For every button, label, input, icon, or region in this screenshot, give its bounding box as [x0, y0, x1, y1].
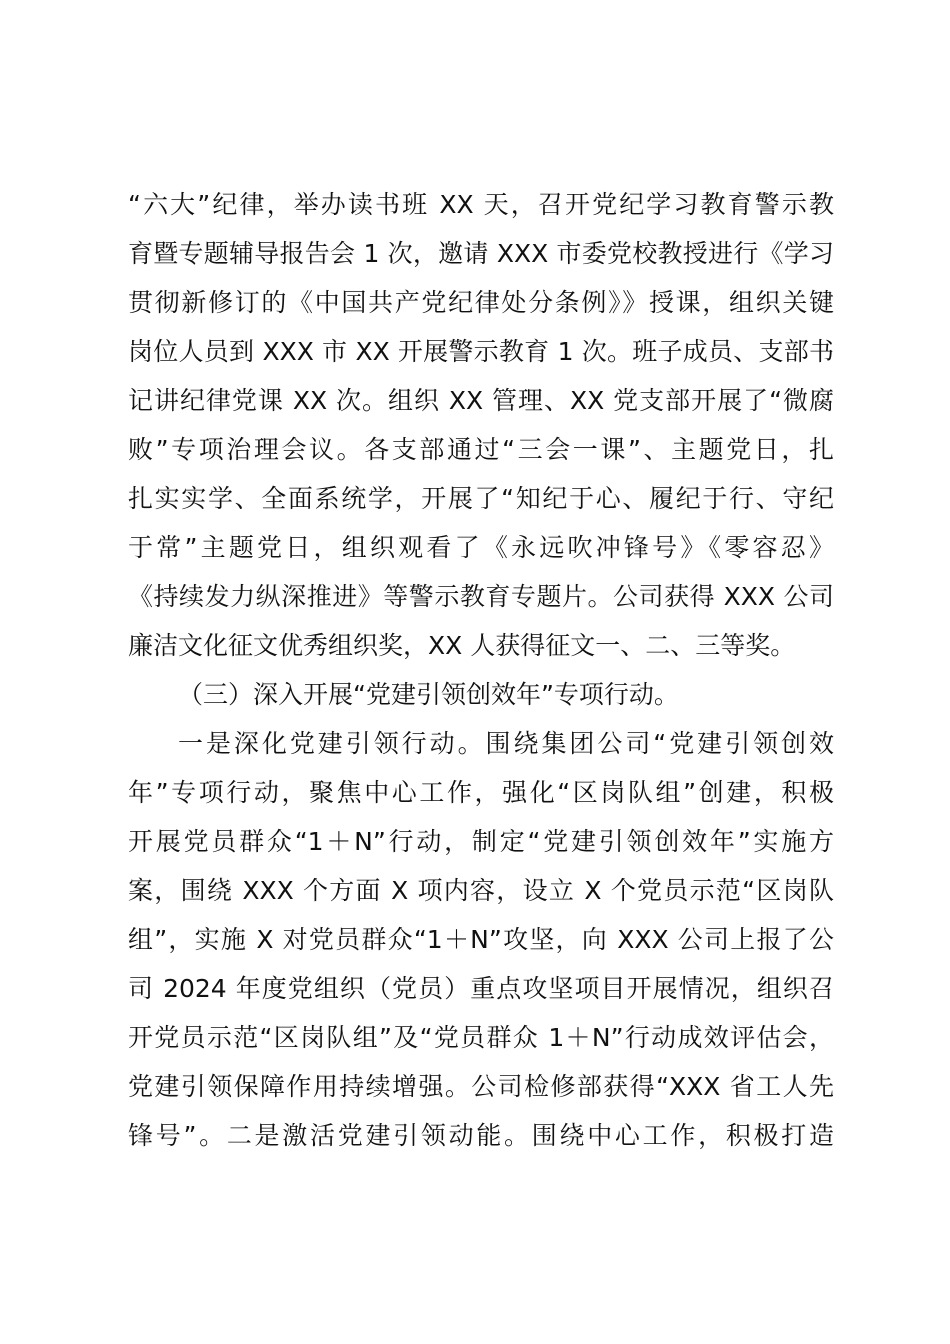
document-body: [128, 180, 834, 1160]
text-line: 年”专项行动，聚焦中心工作，强化“区岗队组”创建，积极: [128, 778, 834, 807]
text-line: 《持续发力纵深推进》等警示教育专题片。公司获得 XXX 公司: [128, 582, 834, 611]
text-line: 记讲纪律党课 XX 次。组织 XX 管理、XX 党支部开展了“微腐: [128, 386, 834, 415]
text-line: 败”专项治理会议。各支部通过“三会一课”、主题党日，扎: [128, 435, 834, 464]
text-line: 党建引领保障作用持续增强。公司检修部获得“XXX 省工人先: [128, 1072, 834, 1101]
text-line: 组”，实施 X 对党员群众“1＋N”攻坚，向 XXX 公司上报了公: [128, 925, 834, 954]
text-line: 贯彻新修订的《中国共产党纪律处分条例》》授课，组织关键: [128, 288, 834, 317]
text-line: 锋号”。二是激活党建引领动能。围绕中心工作，积极打造: [128, 1121, 834, 1150]
text-line: 扎实实学、全面系统学，开展了“知纪于心、履纪于行、守纪: [128, 484, 834, 513]
text-line: 一是深化党建引领行动。围绕集团公司“党建引领创效: [178, 729, 834, 758]
text-line: 廉洁文化征文优秀组织奖，XX 人获得征文一、二、三等奖。: [128, 631, 796, 660]
text-line: 开展党员群众“1＋N”行动，制定“党建引领创效年”实施方: [128, 827, 834, 856]
text-line: 案，围绕 XXX 个方面 X 项内容，设立 X 个党员示范“区岗队: [128, 876, 834, 905]
text-line: “六大”纪律，举办读书班 XX 天，召开党纪学习教育警示教: [128, 190, 834, 219]
text-line: 育暨专题辅导报告会 1 次，邀请 XXX 市委党校教授进行《学习: [128, 239, 834, 268]
text-line: 司 2024 年度党组织（党员）重点攻坚项目开展情况，组织召: [128, 974, 834, 1003]
text-line: 开党员示范“区岗队组”及“党员群众 1＋N”行动成效评估会，: [128, 1023, 834, 1052]
text-line: 岗位人员到 XXX 市 XX 开展警示教育 1 次。班子成员、支部书: [128, 337, 834, 366]
section-heading: （三）深入开展“党建引领创效年”专项行动。: [178, 680, 679, 709]
text-line: 于常”主题党日，组织观看了《永远吹冲锋号》《零容忍》: [128, 533, 834, 562]
